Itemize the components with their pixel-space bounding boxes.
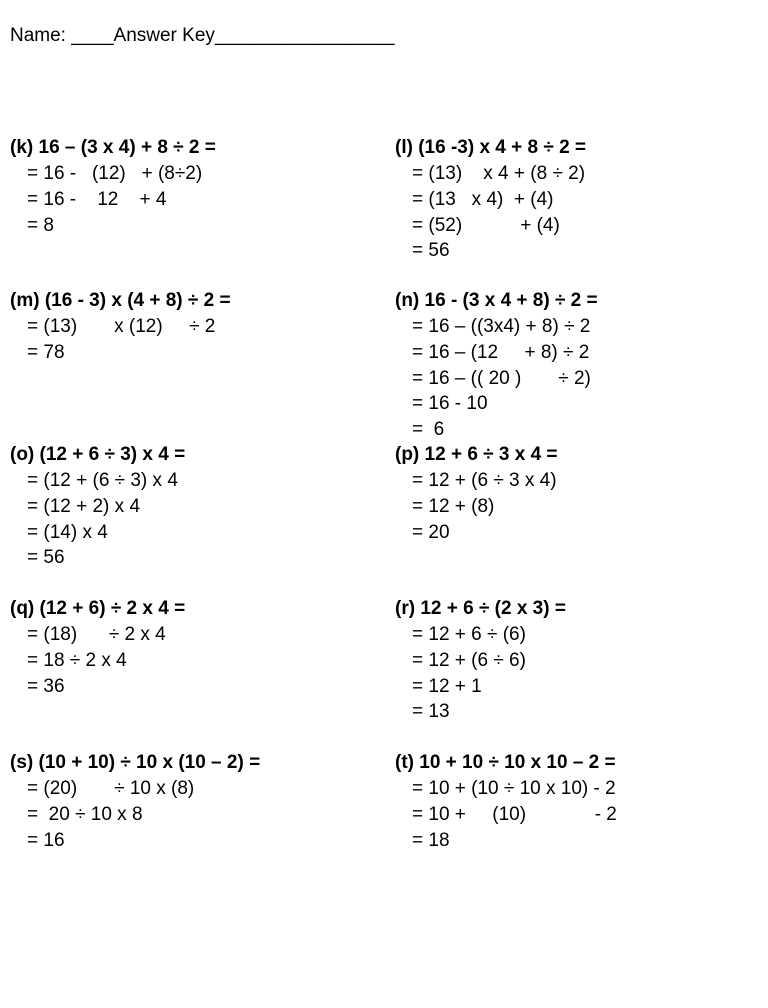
- solution-step: = (52) + (4): [412, 214, 560, 236]
- problem-heading: (q) (12 + 6) ÷ 2 x 4 =: [10, 598, 186, 619]
- solution-step: = 16 - 12 + 4: [27, 188, 167, 210]
- solution-step: = (18) ÷ 2 x 4: [27, 624, 166, 645]
- solution-step: = 16 – (12 + 8) ÷ 2: [412, 341, 590, 363]
- solution-step: = 12 + (8): [412, 495, 495, 517]
- problem-heading: (p) 12 + 6 ÷ 3 x 4 =: [395, 444, 558, 465]
- solution-step: = 6: [412, 419, 445, 441]
- name-line: [10, 24, 395, 48]
- problem-heading: (o) (12 + 6 ÷ 3) x 4 =: [10, 444, 186, 465]
- solution-step: = (20) ÷ 10 x (8): [27, 778, 195, 799]
- solution-step: = 12 + (6 ÷ 6): [412, 649, 526, 671]
- solution-step: = 18: [412, 829, 450, 851]
- solution-step: = 12 + 1: [412, 675, 482, 697]
- solution-step: = 12 + 6 ÷ (6): [412, 624, 526, 645]
- solution-step: = 16 - (12) + (8÷2): [27, 163, 203, 184]
- problem-heading: (r) 12 + 6 ÷ (2 x 3) =: [395, 598, 566, 619]
- problem-k: [10, 135, 216, 238]
- problem-heading: (l) (16 -3) x 4 + 8 ÷ 2 =: [395, 137, 587, 158]
- problem-n: [395, 288, 598, 443]
- problem-heading: (k) 16 – (3 x 4) + 8 ÷ 2 =: [10, 137, 216, 158]
- problem-r: [395, 596, 566, 725]
- problem-heading: (m) (16 - 3) x (4 + 8) ÷ 2 =: [10, 290, 231, 311]
- solution-step: = 56: [27, 547, 65, 569]
- solution-step: = 10 + (10 ÷ 10 x 10) - 2: [412, 778, 616, 799]
- problem-s: [10, 750, 260, 853]
- solution-step: = (13) x (12) ÷ 2: [27, 316, 216, 337]
- problem-heading: (n) 16 - (3 x 4 + 8) ÷ 2 =: [395, 290, 598, 311]
- solution-step: = 18 ÷ 2 x 4: [27, 649, 127, 671]
- solution-step: = (13 x 4) + (4): [412, 188, 554, 210]
- solution-step: = (14) x 4: [27, 521, 108, 543]
- solution-step: = 20 ÷ 10 x 8: [27, 803, 143, 825]
- problem-m: [10, 288, 231, 366]
- problem-heading: (t) 10 + 10 ÷ 10 x 10 – 2 =: [395, 752, 616, 773]
- solution-step: = (13) x 4 + (8 ÷ 2): [412, 163, 586, 184]
- solution-step: = (12 + 2) x 4: [27, 495, 141, 517]
- name-value: ____Answer Key_________________: [71, 25, 395, 46]
- solution-step: = 36: [27, 675, 65, 697]
- problem-t: [395, 750, 617, 853]
- name-label: Name:: [10, 25, 72, 46]
- problem-q: [10, 596, 185, 699]
- solution-step: = 12 + (6 ÷ 3 x 4): [412, 470, 557, 491]
- solution-step: = 10 + (10) - 2: [412, 803, 617, 825]
- solution-step: = (12 + (6 ÷ 3) x 4: [27, 470, 178, 491]
- solution-step: = 16: [27, 829, 65, 851]
- solution-step: = 16 – ((3x4) + 8) ÷ 2: [412, 316, 591, 337]
- solution-step: = 8: [27, 214, 54, 236]
- problem-heading: (s) (10 + 10) ÷ 10 x (10 – 2) =: [10, 752, 261, 773]
- solution-step: = 56: [412, 240, 450, 262]
- solution-step: = 13: [412, 701, 450, 723]
- solution-step: = 78: [27, 341, 65, 363]
- solution-step: = 16 – (( 20 ) ÷ 2): [412, 367, 591, 389]
- problem-p: [395, 442, 558, 545]
- solution-step: = 20: [412, 521, 450, 543]
- solution-step: = 16 - 10: [412, 393, 488, 415]
- problem-o: [10, 442, 185, 571]
- problem-l: [395, 135, 586, 264]
